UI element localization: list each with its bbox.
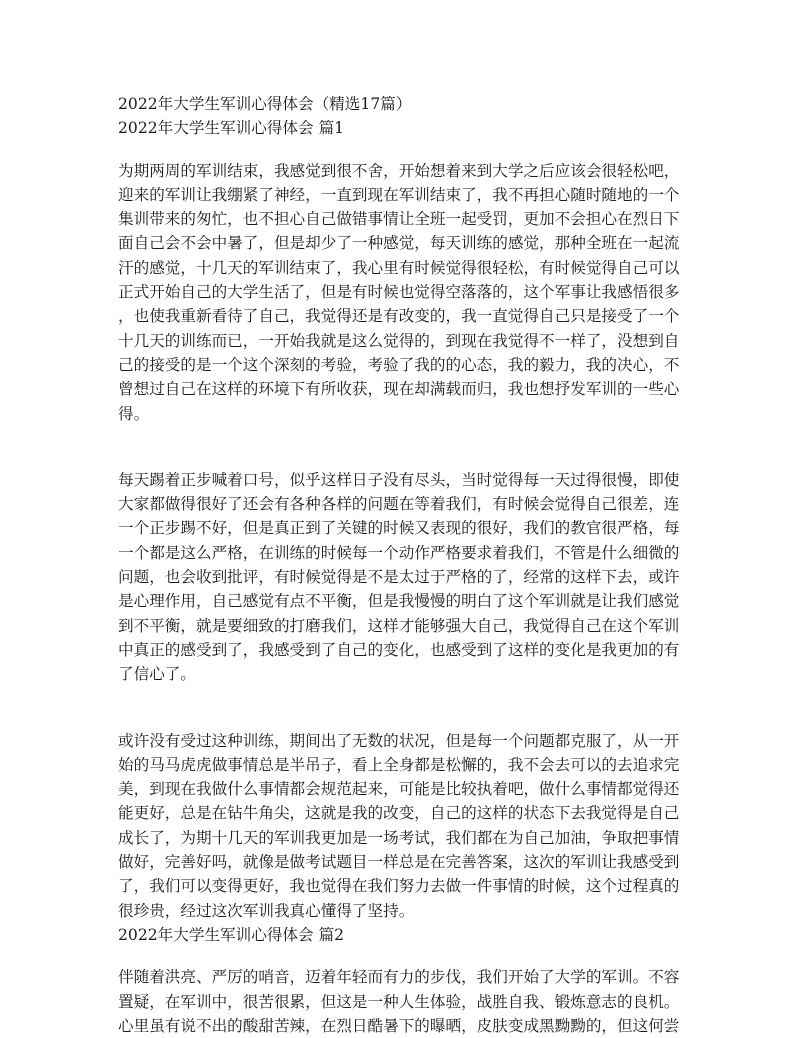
paragraph-line: 集训带来的匆忙，也不担心自己做错事情让全班一起受罚，更加不会担心在烈日下: [118, 210, 680, 229]
paragraph-line: 得。: [118, 404, 150, 423]
paragraph-line: ，也使我重新看待了自己，我觉得还是有改变的，我一直觉得自己只是接受了一个: [118, 307, 680, 326]
paragraph-line: 能更好，总是在钻牛角尖，这就是我的改变，自己的这样的状态下去我觉得是自己: [118, 804, 680, 823]
paragraph-line: 了信心了。: [118, 665, 196, 684]
paragraph-line: 做好，完善好吗，就像是做考试题目一样总是在完善答案，这次的军训让我感受到: [118, 853, 680, 872]
section-heading-2: 2022年大学生军训心得体会 篇2: [118, 925, 345, 944]
paragraph-line: 很珍贵，经过这次军训我真心懂得了坚持。: [118, 901, 415, 920]
paragraph-line: 面自己会不会中暑了，但是却少了一种感觉，每天训练的感觉，那种全班在一起流: [118, 234, 680, 253]
paragraph-line: 每天踢着正步喊着口号，似乎这样日子没有尽头，当时觉得每一天过得很慢，即使: [118, 470, 680, 489]
document-title: 2022年大学生军训心得体会（精选17篇）: [118, 95, 412, 113]
spacer: [118, 947, 692, 965]
paragraph-line: 中真正的感受到了，我感受到了自己的变化，也感受到了这样的变化是我更加的有: [118, 640, 680, 659]
paragraph-1: [118, 159, 692, 426]
paragraph-line: 正式开始自己的大学生活了，但是有时候也觉得空落落的，这个军事让我感悟很多: [118, 283, 680, 302]
paragraph-line: 一个都是这么严格，在训练的时候每一个动作严格要求着我们，不管是什么细微的: [118, 543, 680, 562]
paragraph-4: [118, 965, 692, 1038]
paragraph-line: 到不平衡，就是要细致的打磨我们，这样才能够强大自己，我觉得自己在这个军训: [118, 616, 680, 635]
paragraph-line: 问题，也会收到批评，有时候觉得是不是太过于严格的了，经常的这样下去，或许: [118, 568, 680, 587]
paragraph-line: 汗的感觉，十几天的军训结束了，我心里有时候觉得很轻松，有时候觉得自己可以: [118, 258, 680, 277]
paragraph-line: 是心理作用，自己感觉有点不平衡，但是我慢慢的明白了这个军训就是让我们感觉: [118, 592, 680, 611]
paragraph-line: 大家都做得很好了还会有各种各样的问题在等着我们，有时候会觉得自己很差，连: [118, 495, 680, 514]
paragraph-line: 成长了，为期十几天的军训我更加是一场考试，我们都在为自己加油，争取把事情: [118, 828, 680, 847]
spacer: [118, 426, 692, 468]
document-page: [118, 92, 692, 1038]
paragraph-line: 曾想过自己在这样的环境下有所收获，现在却满载而归，我也想抒发军训的一些心: [118, 380, 680, 399]
paragraph-line: 一个正步踢不好，但是真正到了关键的时候又表现的很好，我们的教官很严格，每: [118, 519, 680, 538]
paragraph-3: [118, 729, 692, 923]
paragraph-line: 或许没有受过这种训练，期间出了无数的状况，但是每一个问题都克服了，从一开: [118, 731, 680, 750]
paragraph-line: 置疑，在军训中，很苦很累，但这是一种人生体验，战胜自我、锻炼意志的良机。: [118, 992, 680, 1011]
paragraph-line: 始的马马虎虎做事情总是半吊子，看上全身都是松懈的，我不会去可以的去追求完: [118, 755, 680, 774]
paragraph-line: 伴随着洪亮、严厉的哨音，迈着年轻而有力的步伐，我们开始了大学的军训。不容: [118, 968, 680, 987]
paragraph-line: 己的接受的是一个这个深刻的考验，考验了我的的心态，我的毅力，我的决心，不: [118, 355, 680, 374]
paragraph-line: 心里虽有说不出的酸甜苦辣，在烈日酷暑下的曝晒，皮肤变成黑黝黝的，但这何尝: [118, 1016, 680, 1035]
spacer: [118, 687, 692, 729]
paragraph-line: 迎来的军训让我绷紧了神经，一直到现在军训结束了，我不再担心随时随地的一个: [118, 185, 680, 204]
spacer: [118, 141, 692, 159]
section-heading-1: 2022年大学生军训心得体会 篇1: [118, 119, 345, 138]
paragraph-line: 十几天的训练而已，一开始我就是这么觉得的，到现在我觉得不一样了，没想到自: [118, 331, 680, 350]
paragraph-line: 了，我们可以变得更好，我也觉得在我们努力去做一件事情的时候，这个过程真的: [118, 877, 680, 896]
paragraph-line: 美，到现在我做什么事情都会规范起来，可能是比较执着吧，做什么事情都觉得还: [118, 780, 680, 799]
paragraph-line: 为期两周的军训结束，我感觉到很不舍，开始想着来到大学之后应该会很轻松吧，: [118, 161, 680, 180]
paragraph-2: [118, 468, 692, 687]
